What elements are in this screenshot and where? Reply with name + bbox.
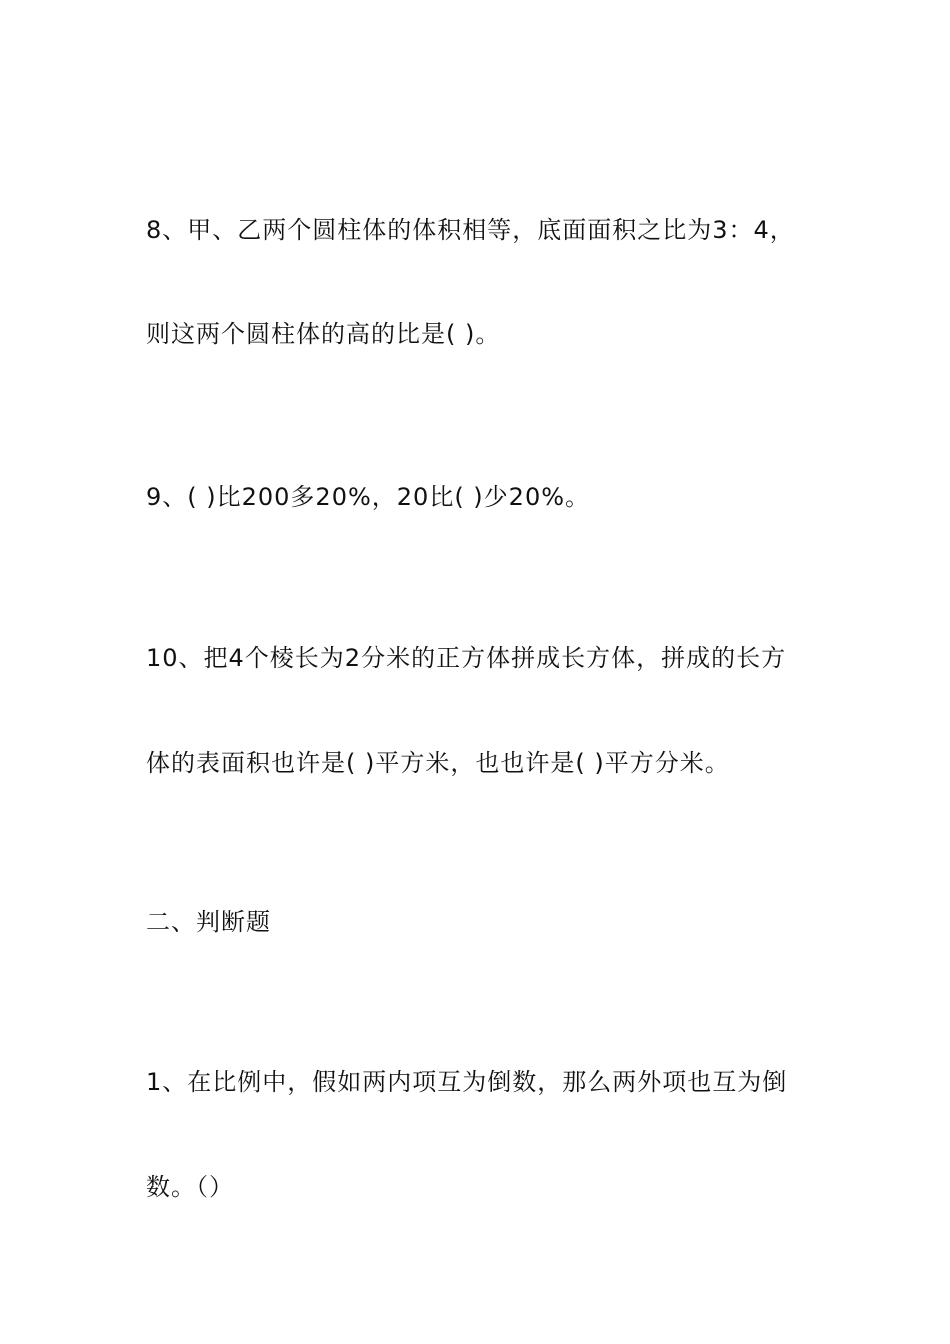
question-10-line-2: 体的表面积也许是( )平方米，也也许是( )平方分米。 (146, 749, 730, 777)
question-10-line-1: 10、把4个棱长为2分米的正方体拼成长方体，拼成的长方 (146, 644, 787, 672)
question-8-line-2: 则这两个圆柱体的高的比是( )。 (146, 320, 501, 348)
question-8-line-1: 8、甲、乙两个圆柱体的体积相等，底面面积之比为3：4， (146, 216, 795, 244)
judgment-1-line-1: 1、在比例中，假如两内项互为倒数，那么两外项也互为倒 (146, 1068, 788, 1096)
judgment-1-line-2: 数。（） (146, 1173, 234, 1201)
question-9-line: 9、( )比200多20%，20比( )少20%。 (146, 483, 591, 511)
section-heading-judgment: 二、判断题 (146, 908, 271, 936)
